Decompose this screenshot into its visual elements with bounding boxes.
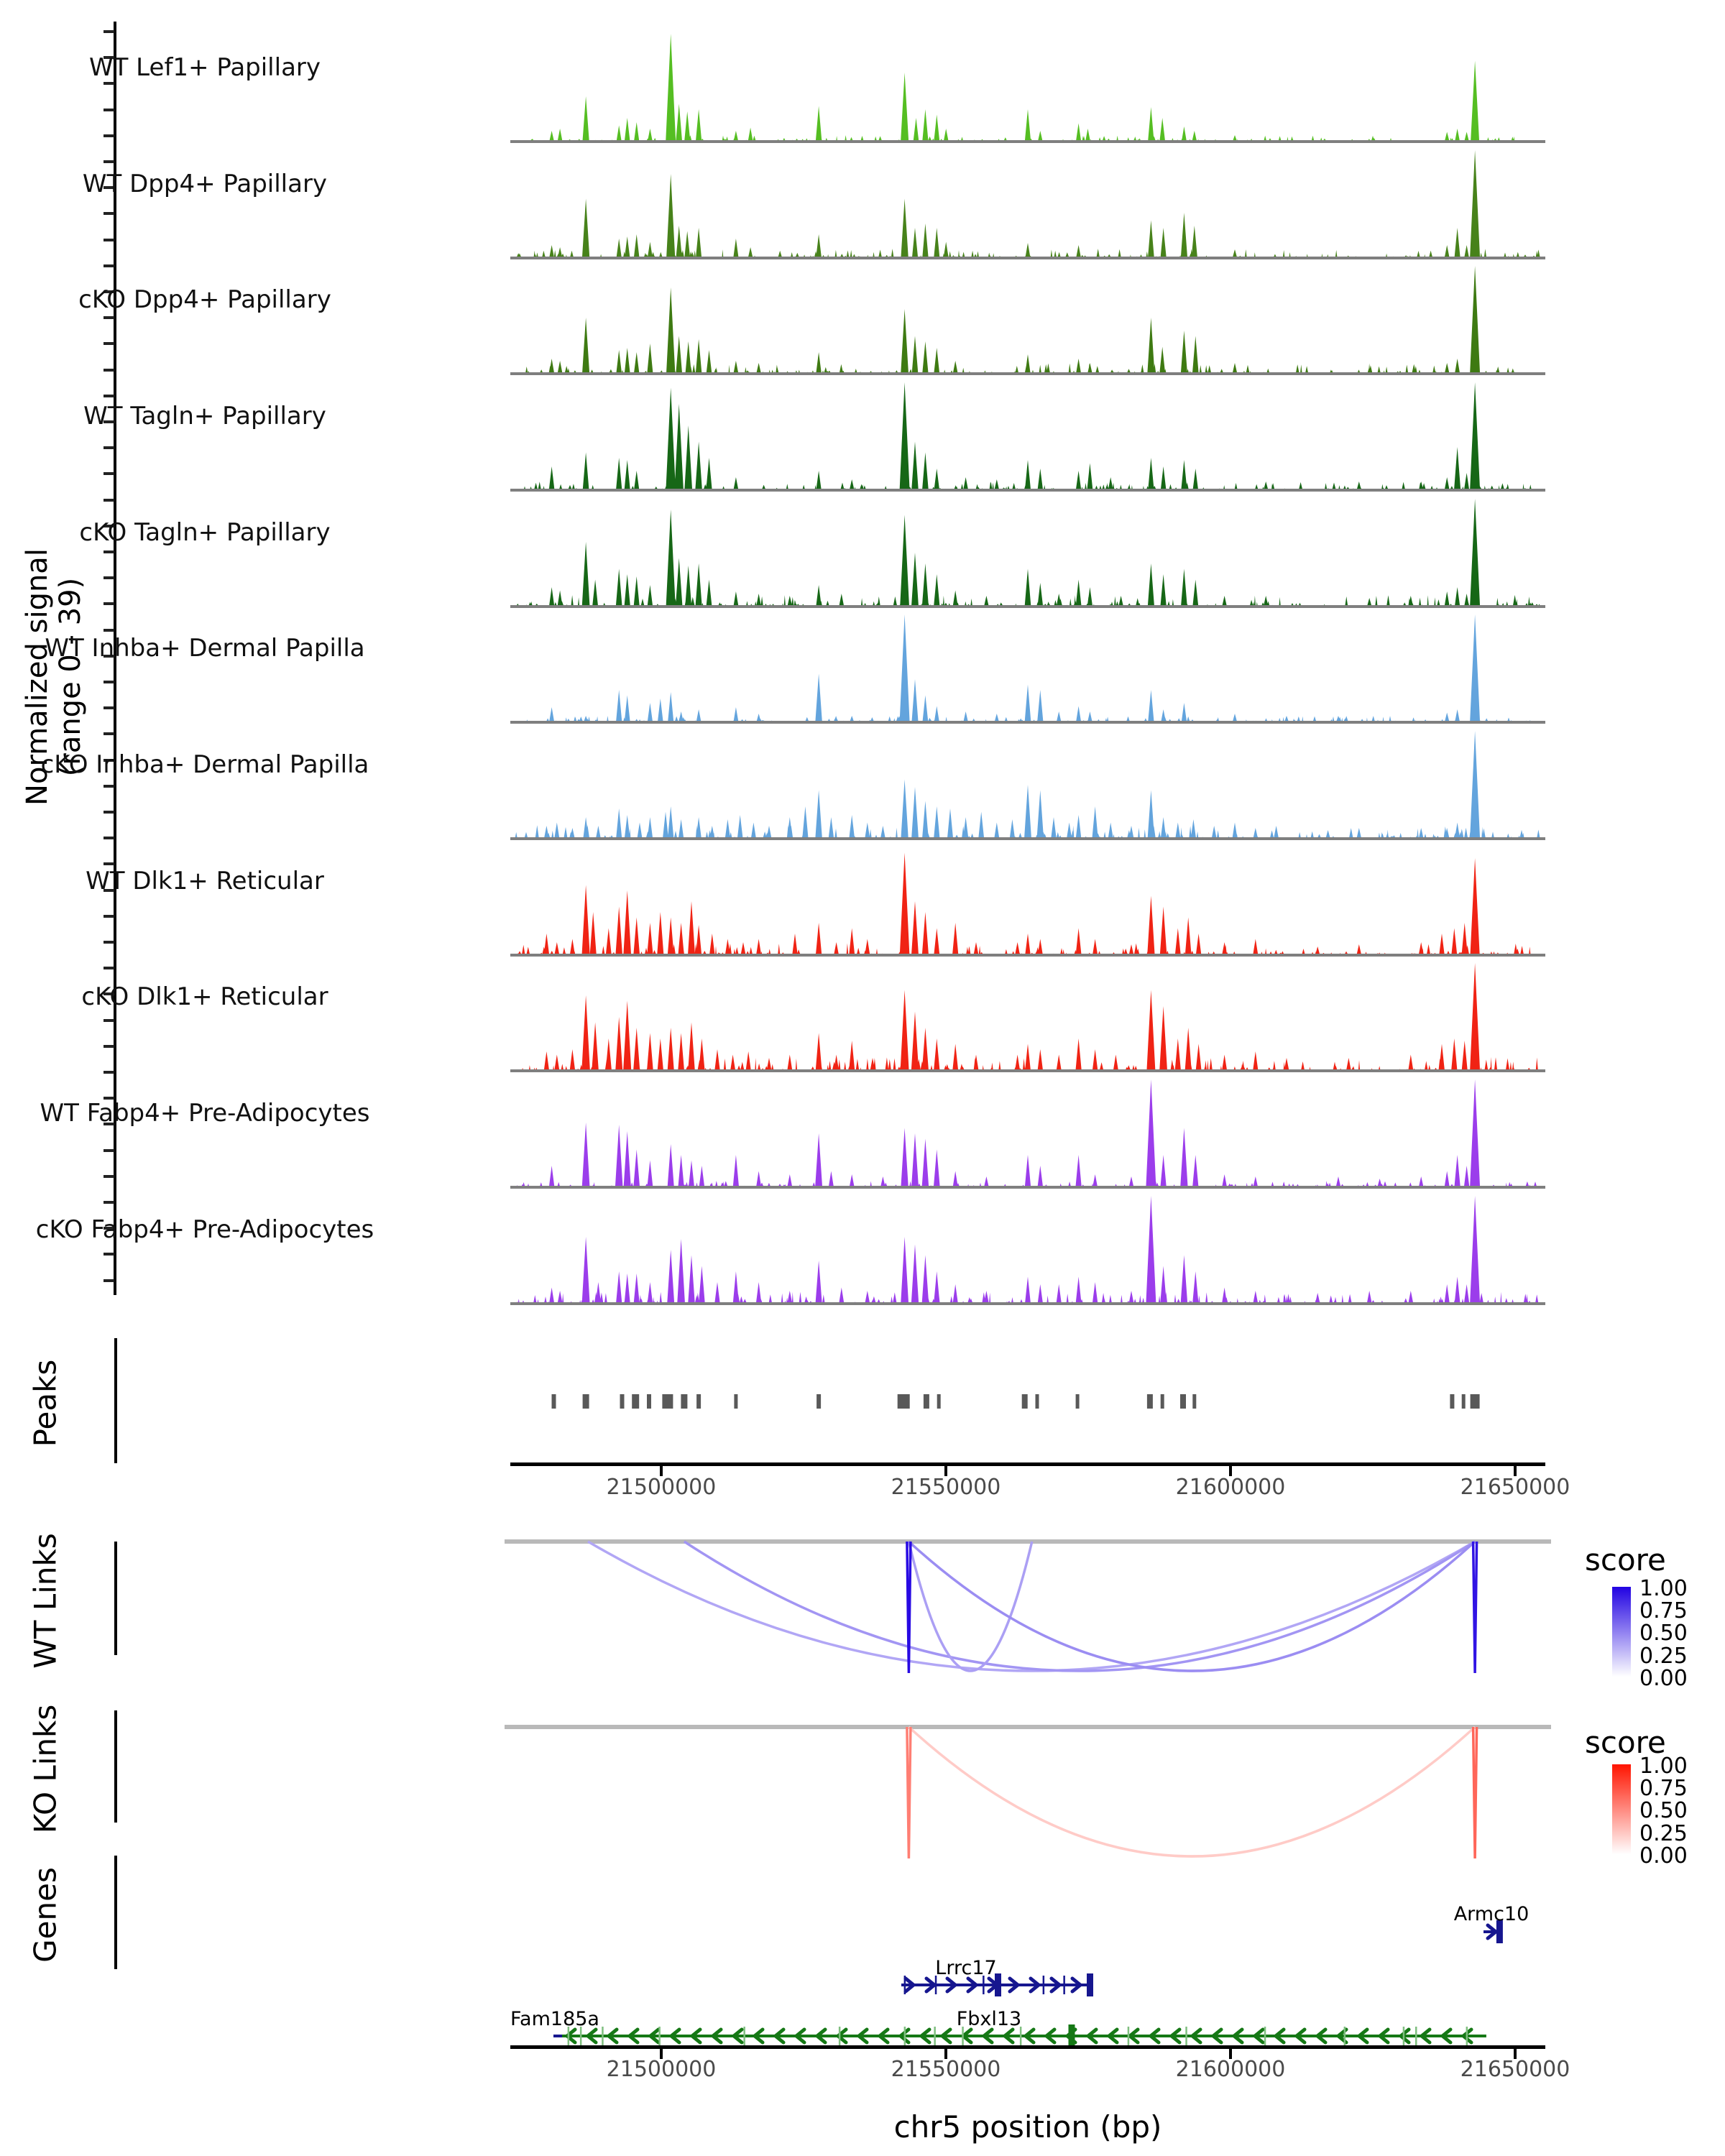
- y-axis-label-line1: Normalized signal: [21, 548, 54, 806]
- y-axis-label: [21, 346, 87, 1008]
- signal-track-0: [510, 24, 1545, 144]
- signal-y-tick: [104, 1253, 114, 1256]
- signal-track-9: [510, 1069, 1545, 1190]
- track-label-10: cKO Fabp4+ Pre-Adipocytes: [35, 1215, 374, 1244]
- signal-area: [510, 963, 1545, 1071]
- track-label-3: WT Tagln+ Papillary: [83, 402, 326, 430]
- gene-exon-tick: [743, 2027, 745, 2045]
- peak-interval: [647, 1394, 651, 1409]
- peak-interval: [681, 1394, 687, 1409]
- peak-interval: [632, 1394, 639, 1409]
- signal-y-tick: [104, 1201, 114, 1204]
- signal-y-tick: [104, 446, 114, 449]
- track-label-2: cKO Dpp4+ Papillary: [78, 285, 331, 314]
- links-baseline: [505, 1725, 1551, 1729]
- signal-track-2: [510, 256, 1545, 377]
- score-tick-label: 0.50: [1639, 1798, 1688, 1823]
- link-spike: [907, 1727, 911, 1858]
- signal-y-tick: [104, 499, 114, 502]
- peaks-bracket: [114, 1338, 117, 1463]
- gene-label-Fbxl13: Fbxl13: [956, 2008, 1022, 2030]
- genomic-axis-1: [510, 1462, 1545, 1466]
- signal-y-tick: [104, 1279, 114, 1282]
- link-arc: [588, 1542, 1475, 1671]
- ko-links-panel: [510, 1725, 1545, 1869]
- score-tick-label: 0.50: [1639, 1621, 1688, 1646]
- peak-interval: [662, 1394, 673, 1409]
- gene-exon-tick: [1264, 2027, 1266, 2045]
- gene-exon-tick: [1466, 2027, 1468, 2045]
- signal-area: [510, 853, 1545, 956]
- genomic-axis-2: [510, 2045, 1545, 2049]
- axis2-tick-label: 21650000: [1460, 2057, 1570, 2082]
- axis2-tick-label: 21600000: [1175, 2057, 1286, 2082]
- links-baseline: [505, 1539, 1551, 1544]
- signal-y-tick: [104, 811, 114, 814]
- gene-exon-tick: [1185, 2027, 1187, 2045]
- signal-y-tick: [104, 785, 114, 788]
- signal-track-7: [510, 837, 1545, 958]
- signal-track-10: [510, 1186, 1545, 1307]
- score-tick-label: 0.00: [1639, 1666, 1688, 1691]
- gene-exon-tick: [1403, 2027, 1405, 2045]
- axis1-tick-label: 21650000: [1460, 1475, 1570, 1500]
- link-spike: [907, 1542, 911, 1673]
- signal-y-tick: [104, 342, 114, 345]
- gene-exon-tick: [1344, 2027, 1346, 2045]
- link-spike: [1473, 1727, 1477, 1858]
- signal-y-tick: [104, 369, 114, 372]
- peak-interval: [816, 1394, 821, 1409]
- signal-y-tick: [104, 109, 114, 111]
- signal-y-tick: [104, 550, 114, 553]
- ko-score-legend-title: score: [1585, 1725, 1666, 1760]
- signal-y-tick: [104, 732, 114, 735]
- track-label-1: WT Dpp4+ Papillary: [82, 170, 328, 198]
- peak-interval: [924, 1394, 929, 1409]
- wt-links-bracket: [114, 1542, 117, 1655]
- signal-y-tick: [104, 1071, 114, 1074]
- signal-y-tick: [104, 967, 114, 969]
- track-label-9: WT Fabp4+ Pre-Adipocytes: [40, 1099, 370, 1128]
- link-spike: [1473, 1542, 1477, 1673]
- peak-interval: [1022, 1394, 1028, 1409]
- peaks-section-label: Peaks: [27, 1359, 63, 1447]
- link-arc: [908, 1727, 1475, 1856]
- peak-interval: [552, 1394, 556, 1409]
- signal-y-tick: [104, 239, 114, 241]
- peak-interval: [1471, 1394, 1480, 1409]
- signal-y-tick: [104, 264, 114, 267]
- signal-area: [510, 614, 1545, 722]
- score-tick-label: 1.00: [1639, 1576, 1688, 1601]
- ko-links-section-label: KO Links: [27, 1704, 63, 1834]
- peaks-track: [510, 1394, 1545, 1411]
- peak-interval: [1180, 1394, 1186, 1409]
- peak-interval: [583, 1394, 589, 1409]
- signal-y-tick: [104, 706, 114, 709]
- axis1-tick-label: 21600000: [1175, 1475, 1286, 1500]
- peak-interval: [734, 1394, 737, 1409]
- track-label-4: cKO Tagln+ Papillary: [79, 518, 331, 547]
- signal-y-tick: [104, 1175, 114, 1178]
- signal-y-tick: [104, 1149, 114, 1152]
- axis2-tick-label: 21550000: [891, 2057, 1001, 2082]
- signal-y-tick: [104, 212, 114, 215]
- y-axis-label-line2: (range 0 - 39): [54, 577, 87, 777]
- peak-interval: [1462, 1394, 1466, 1409]
- signal-area: [510, 382, 1545, 490]
- peak-interval: [1450, 1394, 1454, 1409]
- signal-y-tick: [104, 1019, 114, 1022]
- signal-y-tick: [104, 82, 114, 85]
- signal-y-tick: [104, 30, 114, 33]
- signal-y-tick: [104, 160, 114, 163]
- signal-y-tick: [104, 1045, 114, 1048]
- score-tick-label: 0.75: [1639, 1776, 1688, 1801]
- signal-y-tick: [104, 837, 114, 839]
- score-tick-label: 0.00: [1639, 1843, 1688, 1869]
- signal-track-8: [510, 953, 1545, 1074]
- signal-y-tick: [104, 862, 114, 865]
- axis2-tick-label: 21500000: [606, 2057, 717, 2082]
- gene-label-Lrrc17: Lrrc17: [935, 1957, 997, 1979]
- wt-links-section-label: WT Links: [27, 1533, 63, 1669]
- signal-y-tick: [104, 576, 114, 579]
- ko-links-bracket: [114, 1710, 117, 1823]
- peak-interval: [1192, 1394, 1196, 1409]
- axis1-tick-label: 21500000: [606, 1475, 717, 1500]
- gene-exon-tick: [1415, 2027, 1417, 2045]
- peak-interval: [1147, 1394, 1153, 1409]
- gene-exon-block: [1087, 1973, 1093, 1996]
- signal-area: [510, 266, 1545, 374]
- signal-area: [510, 150, 1545, 258]
- peak-interval: [1076, 1394, 1080, 1409]
- signal-y-tick: [104, 915, 114, 918]
- x-axis-label: chr5 position (bp): [893, 2109, 1162, 2145]
- track-label-0: WT Lef1+ Papillary: [88, 53, 321, 82]
- signal-area: [510, 1079, 1545, 1187]
- track-label-5: WT Inhba+ Dermal Papilla: [45, 634, 365, 663]
- signal-area: [510, 499, 1545, 607]
- score-tick-label: 0.25: [1639, 1821, 1688, 1846]
- signal-track-6: [510, 721, 1545, 842]
- peak-interval: [696, 1394, 701, 1409]
- track-baseline: [510, 1302, 1545, 1305]
- gene-label-Armc10: Armc10: [1453, 1903, 1530, 1925]
- peak-interval: [1036, 1394, 1039, 1409]
- genes-bracket: [114, 1856, 117, 1969]
- score-tick-label: 1.00: [1639, 1754, 1688, 1779]
- peak-interval: [898, 1394, 910, 1409]
- signal-y-tick: [104, 602, 114, 605]
- ko-score-colorbar: [1612, 1764, 1631, 1854]
- peak-interval: [1161, 1394, 1164, 1409]
- signal-y-tick: [104, 316, 114, 319]
- signal-track-1: [510, 140, 1545, 261]
- signal-y-tick: [104, 681, 114, 683]
- wt-score-legend-title: score: [1585, 1542, 1666, 1577]
- signal-y-tick: [104, 629, 114, 632]
- signal-track-4: [510, 489, 1545, 609]
- signal-area: [510, 34, 1545, 142]
- axis1-tick-label: 21550000: [891, 1475, 1001, 1500]
- wt-score-colorbar: [1612, 1587, 1631, 1677]
- signal-area: [510, 731, 1545, 839]
- genes-section-label: Genes: [27, 1867, 63, 1963]
- score-tick-label: 0.75: [1639, 1598, 1688, 1623]
- peak-interval: [620, 1394, 625, 1409]
- signal-y-tick: [104, 134, 114, 137]
- signal-track-5: [510, 604, 1545, 725]
- signal-track-3: [510, 372, 1545, 493]
- signal-y-tick: [104, 941, 114, 944]
- peak-interval: [937, 1394, 941, 1409]
- signal-y-tick: [104, 472, 114, 475]
- wt-links-panel: [510, 1539, 1545, 1683]
- track-label-6: cKO Inhba+ Dermal Papilla: [40, 750, 369, 779]
- signal-y-tick: [104, 395, 114, 397]
- gene-body: [553, 2035, 562, 2037]
- score-tick-label: 0.25: [1639, 1644, 1688, 1669]
- gene-exon-tick: [839, 2027, 841, 2045]
- gene-exon-tick: [1128, 2027, 1130, 2045]
- signal-area: [510, 1196, 1545, 1304]
- gene-label-Fam185a: Fam185a: [510, 2008, 599, 2030]
- track-label-8: cKO Dlk1+ Reticular: [81, 982, 328, 1011]
- track-label-7: WT Dlk1+ Reticular: [86, 867, 324, 895]
